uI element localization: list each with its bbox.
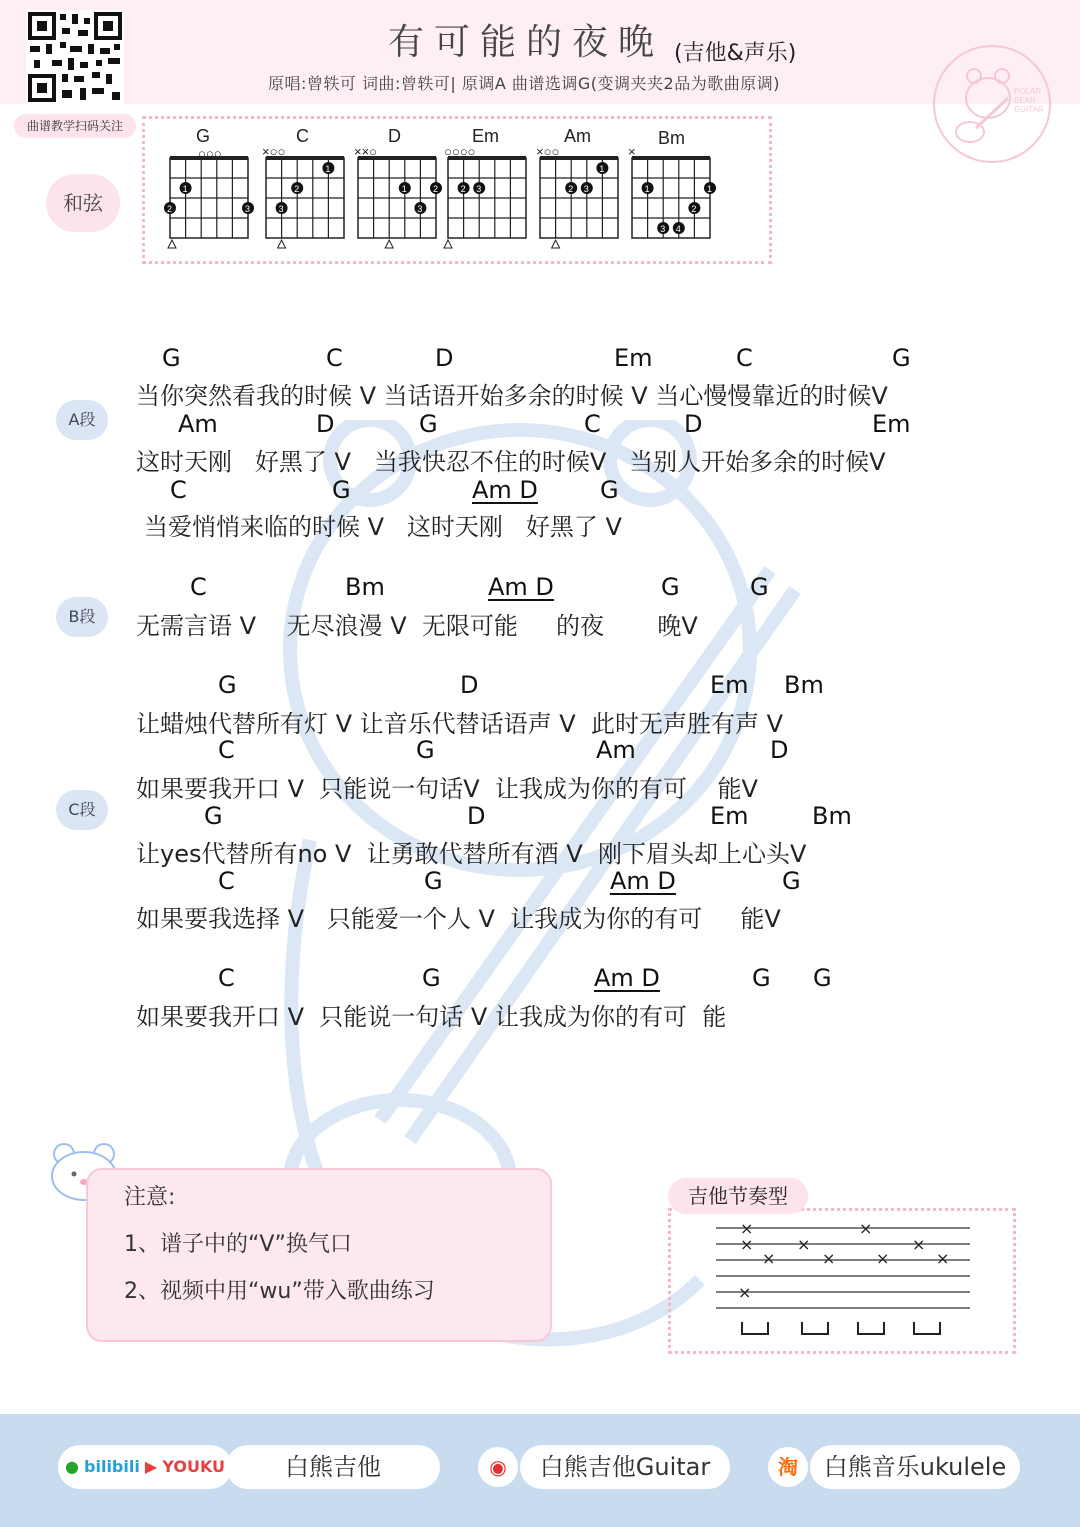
chord-label: C: [170, 476, 187, 504]
chord-label: G: [422, 964, 441, 992]
chord-label: G: [424, 867, 443, 895]
chord-name-d: D: [388, 126, 401, 146]
play-icon: ▶: [144, 1457, 158, 1476]
chord-label: G: [204, 802, 223, 830]
chord-label: G: [813, 964, 832, 992]
finger-label: 3: [660, 224, 666, 234]
chord-label: C: [218, 964, 235, 992]
finger-label: 2: [568, 184, 574, 194]
chord-label: G: [661, 573, 680, 601]
chord-label: G: [416, 736, 435, 764]
chord-label: D: [460, 671, 479, 699]
chord-label: Am D: [472, 476, 538, 504]
lyric-line: 让蜡烛代替所有灯 V 让音乐代替话语声 V 此时无声胜有声 V: [136, 710, 784, 738]
svg-text:×: ×: [797, 1235, 811, 1254]
finger-label: 2: [460, 184, 466, 194]
chord-top-em: ○○○○: [444, 144, 476, 159]
wechat-icon: ●: [64, 1457, 79, 1476]
svg-text:×: ×: [876, 1249, 890, 1268]
footer-channel-taobao[interactable]: 白熊音乐ukulele: [810, 1445, 1020, 1489]
chord-label: C: [736, 344, 753, 372]
lyric-line: 无需言语 V 无尽浪漫 V 无限可能 的夜 晚V: [136, 612, 698, 640]
lyric-line: 如果要我开口 V 只能说一句话 V 让我成为你的有可 能: [136, 1003, 727, 1031]
rhythm-pattern-staff: [716, 1218, 972, 1348]
logo-text-3: GUITAR: [1014, 105, 1044, 114]
finger-label: 1: [401, 184, 407, 194]
svg-text:×: ×: [912, 1235, 926, 1254]
bilibili-logo: bilibili: [84, 1457, 140, 1476]
taobao-icon: 淘: [768, 1447, 808, 1487]
svg-text:×: ×: [762, 1249, 776, 1268]
note-item: 1、谱子中的“V”换气口: [124, 1232, 352, 1257]
chord-label: G: [752, 964, 771, 992]
lyric-line: 让yes代替所有no V 让勇敢代替所有酒 V 刚下眉头却上心头V: [136, 840, 807, 868]
weibo-icon: ◉: [478, 1447, 518, 1487]
chord-name-g: G: [196, 126, 211, 146]
lyric-line: 如果要我选择 V 只能爱一个人 V 让我成为你的有可 能V: [136, 905, 781, 933]
chord-label: G: [419, 410, 438, 438]
chord-label: Am D: [594, 964, 660, 992]
chord-label: Am D: [610, 867, 676, 895]
finger-label: 3: [476, 184, 482, 194]
finger-label: 2: [294, 184, 300, 194]
song-credits: 原唱:曾轶可 词曲:曾轶可| 原调A 曲谱选调G(变调夹夹2品为歌曲原调): [268, 74, 780, 93]
chord-diagram-d: [354, 126, 442, 248]
chord-top-d: ××○: [354, 144, 378, 159]
chord-label: G: [750, 573, 769, 601]
svg-text:×: ×: [936, 1249, 950, 1268]
svg-text:×: ×: [740, 1219, 754, 1238]
finger-label: 1: [707, 184, 713, 194]
footer-channel-weibo[interactable]: 白熊吉他Guitar: [520, 1445, 730, 1489]
qr-code[interactable]: [26, 10, 124, 104]
section-tag-a: A段: [56, 400, 108, 440]
logo-text-1: POLAR: [1014, 87, 1042, 96]
chord-label: Am: [596, 736, 636, 764]
chord-label: Em: [614, 344, 653, 372]
finger-label: 1: [644, 184, 650, 194]
lyric-line: 当爱悄悄来临的时候 V 这时天刚 好黑了 V: [144, 513, 622, 541]
footer-channel-bilibili[interactable]: 白熊吉他: [226, 1445, 440, 1489]
finger-label: 1: [599, 164, 605, 174]
chord-top-bm: ×: [628, 144, 636, 159]
chord-name-am: Am: [564, 126, 591, 146]
chord-diagram-em: [444, 126, 526, 248]
chord-label: D: [467, 802, 486, 830]
finger-label: 2: [433, 184, 439, 194]
chord-label: Am: [178, 410, 218, 438]
rhythm-pattern-label: 吉他节奏型: [668, 1178, 808, 1214]
chord-label: G: [600, 476, 619, 504]
chord-label: C: [584, 410, 601, 438]
chord-label: G: [332, 476, 351, 504]
finger-label: 2: [691, 204, 697, 214]
chord-label: C: [218, 867, 235, 895]
note-item: 2、视频中用“wu”带入歌曲练习: [124, 1279, 435, 1304]
chord-name-bm: Bm: [658, 128, 685, 148]
chord-label: Em: [710, 802, 749, 830]
chord-label: Em: [710, 671, 749, 699]
chord-label: Bm: [345, 573, 385, 601]
svg-text:×: ×: [738, 1283, 752, 1302]
chord-label: D: [316, 410, 335, 438]
video-platforms-badge[interactable]: [58, 1445, 232, 1489]
chord-top-g: ○○○: [198, 146, 222, 161]
chord-label: D: [770, 736, 789, 764]
notes-heading: 注意:: [124, 1185, 176, 1210]
chord-label: C: [326, 344, 343, 372]
chord-label: G: [162, 344, 181, 372]
section-tag-b: B段: [56, 597, 108, 637]
lyric-line: 这时天刚 好黑了 V 当我快忍不住的时候V 当别人开始多余的时候V: [136, 448, 886, 476]
chord-diagrams: [150, 120, 770, 260]
polar-bear-guitar-logo: [930, 42, 1054, 170]
chord-label: G: [782, 867, 801, 895]
finger-label: 1: [182, 184, 188, 194]
svg-text:×: ×: [859, 1219, 873, 1238]
chord-name-em: Em: [472, 126, 499, 146]
chord-label: G: [892, 344, 911, 372]
chord-diagram-am: [536, 126, 618, 248]
lyric-line: 当你突然看我的时候 V 当话语开始多余的时候 V 当心慢慢靠近的时候V: [136, 382, 888, 410]
chord-label: Bm: [812, 802, 852, 830]
chord-label: Em: [872, 410, 911, 438]
chord-diagram-g: [164, 126, 254, 248]
chord-label: C: [190, 573, 207, 601]
lyric-line: 如果要我开口 V 只能说一句话V 让我成为你的有可 能V: [136, 775, 758, 803]
chord-label: G: [218, 671, 237, 699]
finger-label: 3: [583, 184, 589, 194]
qr-caption: 曲谱教学扫码关注: [14, 114, 136, 138]
chord-label: D: [684, 410, 703, 438]
chord-label: Bm: [784, 671, 824, 699]
chord-diagram-c: [262, 126, 344, 248]
song-title: 有可能的夜晚: [388, 22, 665, 63]
finger-label: 3: [417, 204, 423, 214]
chord-label: C: [218, 736, 235, 764]
chord-label: D: [435, 344, 454, 372]
finger-label: 3: [278, 204, 284, 214]
svg-text:×: ×: [822, 1249, 836, 1268]
finger-label: 1: [325, 164, 331, 174]
chord-top-c: ×○○: [262, 144, 286, 159]
song-subtitle: (吉他&声乐): [674, 41, 797, 66]
chord-label: Am D: [488, 573, 554, 601]
finger-label: 4: [675, 224, 681, 234]
chord-name-c: C: [296, 126, 309, 146]
finger-label: 2: [167, 204, 173, 214]
chord-top-am: ×○○: [536, 144, 560, 159]
youku-logo: YOUKU: [162, 1457, 226, 1476]
chord-section-label: 和弦: [46, 174, 120, 232]
logo-text-2: BEAR: [1014, 96, 1036, 105]
svg-text:×: ×: [740, 1235, 754, 1254]
section-tag-c: C段: [56, 790, 108, 830]
finger-label: 3: [245, 204, 251, 214]
chord-diagram-bm: [628, 128, 716, 238]
